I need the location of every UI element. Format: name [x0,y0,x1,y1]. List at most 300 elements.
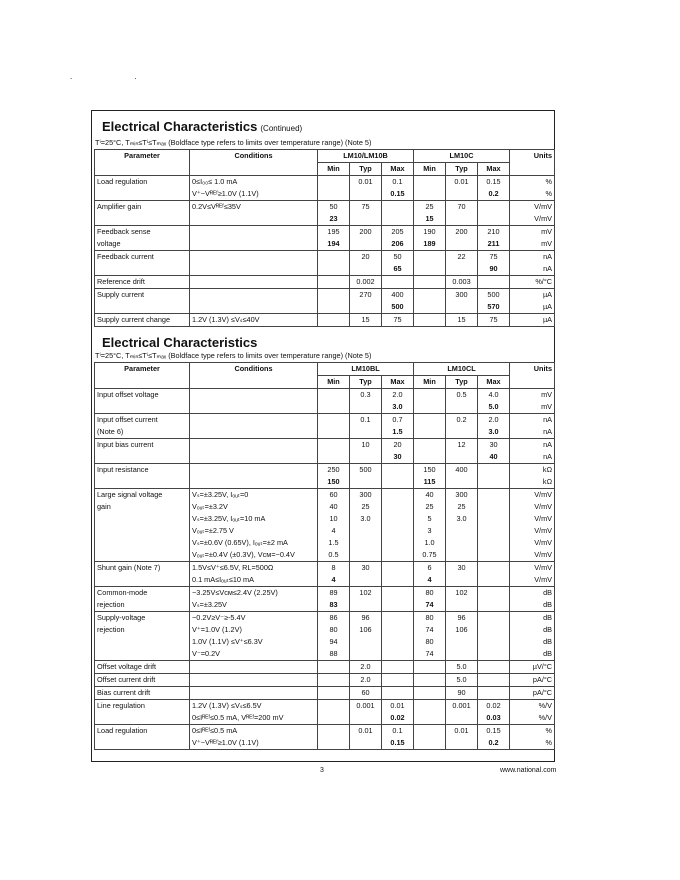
units-cell [510,439,555,464]
footer-url: www.national.com [500,767,557,774]
conditions-cell [190,562,318,587]
unit-line: mV [541,227,553,236]
value-cell [414,687,446,700]
units-cell [510,612,555,661]
value-cell [414,725,446,750]
subheader-min: Min [414,163,446,176]
value-cell [446,700,478,725]
value-cell [350,687,382,700]
value-line: 15 [457,315,466,324]
table-row [95,587,555,612]
unit-line: % [545,177,553,186]
value-cell [318,176,350,201]
conditions-cell [190,289,318,314]
table-row [95,489,555,562]
table-row [95,612,555,661]
value-cell [350,700,382,725]
subheader-min: Min [318,376,350,389]
unit-line: V/mV [534,490,553,499]
value-cell [414,587,446,612]
value-cell [446,289,478,314]
value-cell [414,314,446,327]
unit-line: nA [543,427,553,436]
unit-line: V/mV [534,538,553,547]
value-line: 0.01 [454,177,469,186]
value-cell [318,201,350,226]
value-line: 500 [359,465,372,474]
datasheet-frame [91,110,555,762]
value-line: 60 [361,688,370,697]
header-conditions: Conditions [190,363,318,389]
conditions-cell [190,251,318,276]
value-cell [414,176,446,201]
param-cell [95,176,190,201]
param-line: Input resistance [97,465,149,474]
value-cell [350,389,382,414]
value-cell [478,201,510,226]
value-cell [478,464,510,489]
value-line: 150 [327,477,340,486]
value-cell [318,674,350,687]
value-line: 40 [489,452,498,461]
param-line: rejection [97,625,125,634]
units-cell [510,725,555,750]
value-cell [478,587,510,612]
unit-line: µV/°C [532,662,553,671]
unit-line: %/V [538,713,553,722]
units-cell [510,464,555,489]
table-row [95,674,555,687]
value-cell [318,276,350,289]
value-cell [414,674,446,687]
units-cell [510,489,555,562]
condition-line: −3.25V≤Vᴄᴍ≤2.4V (2.25V) [192,588,278,597]
value-cell [414,251,446,276]
value-line: 189 [423,239,436,248]
param-cell [95,414,190,439]
value-line: 30 [457,563,466,572]
value-line: 25 [425,502,434,511]
units-cell [510,674,555,687]
units-cell [510,314,555,327]
param-line: Offset voltage drift [97,662,157,671]
subheader-typ: Typ [446,163,478,176]
value-line: 500 [487,290,500,299]
value-cell [446,176,478,201]
value-cell [318,687,350,700]
value-line: 65 [393,264,402,273]
value-line: 25 [361,502,370,511]
table-row [95,226,555,251]
table-row [95,201,555,226]
unit-line: V/mV [534,550,553,559]
unit-line: V/mV [534,563,553,572]
condition-line: 1.2V (1.3V) ≤Vₛ≤40V [192,315,260,324]
value-line: 70 [457,202,466,211]
value-cell [382,389,414,414]
value-cell [318,314,350,327]
conditions-cell [190,439,318,464]
value-line: 0.03 [486,713,501,722]
unit-line: %/V [538,701,553,710]
unit-line: %/°C [535,277,553,286]
table-row [95,661,555,674]
section-2-subtitle: Tⁱ=25°C, Tₘᵢₙ≤Tⁱ≤Tₘₐₓ (Boldface type refers to limits over temperature range) (Note 5) [95,351,372,360]
value-line: 500 [391,302,404,311]
value-cell [414,661,446,674]
unit-line: V/mV [534,214,553,223]
param-cell [95,314,190,327]
value-cell [350,314,382,327]
unit-line: mV [541,390,553,399]
value-line: 270 [359,290,372,299]
value-line: 3 [427,526,432,535]
value-line: 75 [361,202,370,211]
unit-line: nA [543,252,553,261]
unit-line: nA [543,415,553,424]
conditions-cell [190,314,318,327]
subheader-max: Max [478,163,510,176]
value-line: 50 [329,202,338,211]
condition-line: 1.5V≤V⁺≤6.5V, RL=500Ω [192,563,274,572]
unit-line: pA/°C [532,688,553,697]
value-line: 88 [329,649,338,658]
value-line: 90 [457,688,466,697]
value-cell [478,251,510,276]
param-cell [95,661,190,674]
value-line: 570 [487,302,500,311]
value-line: 40 [425,490,434,499]
subheader-typ: Typ [350,376,382,389]
value-line: 4 [331,526,336,535]
value-line: 5.0 [456,675,467,684]
param-cell [95,251,190,276]
value-cell [478,289,510,314]
condition-line: 0.2V≤Vᴿᴱᶠ≤35V [192,202,241,211]
table-row [95,289,555,314]
value-line: 12 [457,440,466,449]
value-cell [350,414,382,439]
value-line: 102 [455,588,468,597]
param-cell [95,587,190,612]
value-cell [318,661,350,674]
unit-line: µA [542,290,553,299]
subheader-typ: Typ [350,163,382,176]
value-cell [382,687,414,700]
value-cell [350,276,382,289]
unit-line: kΩ [542,477,553,486]
value-cell [446,612,478,661]
value-cell [446,251,478,276]
value-cell [478,687,510,700]
conditions-cell [190,201,318,226]
param-cell [95,289,190,314]
condition-line: 0≤Iᴿᴱᶠ≤0.5 mA [192,726,238,735]
section-2-title: Electrical Characteristics [102,335,258,350]
value-line: 75 [489,315,498,324]
value-line: 0.002 [356,277,375,286]
value-line: 0.01 [454,726,469,735]
value-cell [478,314,510,327]
value-cell [350,661,382,674]
condition-line: Vₛ=±0.6V (0.65V), Iₒᵤₜ=±2 mA [192,538,288,547]
value-cell [318,489,350,562]
value-cell [350,251,382,276]
value-cell [414,700,446,725]
value-cell [318,725,350,750]
param-line: Bias current drift [97,688,151,697]
value-line: 3.0 [456,514,467,523]
value-cell [446,226,478,251]
conditions-cell [190,661,318,674]
electrical-table-2 [94,362,555,750]
condition-line: V⁺−Vᴿᴱᶠ≥1.0V (1.1V) [192,189,259,198]
value-cell [382,201,414,226]
value-cell [318,226,350,251]
param-line: Line regulation [97,701,145,710]
value-line: 3.0 [392,402,403,411]
value-line: 0.001 [356,701,375,710]
value-cell [414,289,446,314]
value-line: 0.5 [456,390,467,399]
value-cell [446,687,478,700]
param-cell [95,612,190,661]
condition-line: Vₛ=±3.25V, Iₒᵤₜ=10 mA [192,514,266,523]
value-line: 30 [393,452,402,461]
value-line: 75 [489,252,498,261]
param-line: rejection [97,600,125,609]
param-cell [95,439,190,464]
conditions-cell [190,226,318,251]
unit-line: dB [543,637,553,646]
conditions-cell [190,389,318,414]
value-line: 200 [455,227,468,236]
param-line: voltage [97,239,121,248]
value-line: 195 [327,227,340,236]
value-line: 60 [329,490,338,499]
value-cell [478,439,510,464]
title-text: Electrical Characteristics [102,119,258,134]
value-line: 3.0 [360,514,371,523]
param-cell [95,700,190,725]
header-group-a: LM10/LM10B [318,150,414,163]
value-cell [414,276,446,289]
value-line: 0.15 [390,189,405,198]
value-line: 190 [423,227,436,236]
value-cell [446,276,478,289]
value-cell [382,700,414,725]
value-line: 106 [455,625,468,634]
value-line: 6 [427,563,432,572]
title-note: (Continued) [260,124,303,133]
value-line: 90 [489,264,498,273]
value-cell [350,201,382,226]
table-row [95,176,555,201]
value-cell [350,464,382,489]
param-line: Amplifier gain [97,202,142,211]
table-row [95,562,555,587]
value-cell [446,725,478,750]
value-cell [318,439,350,464]
value-line: 0.02 [486,701,501,710]
unit-line: nA [543,264,553,273]
subheader-min: Min [414,376,446,389]
unit-line: % [545,738,553,747]
value-cell [382,251,414,276]
value-line: 300 [359,490,372,499]
units-cell [510,176,555,201]
value-line: 1.0 [424,538,435,547]
param-cell [95,725,190,750]
units-cell [510,289,555,314]
value-line: 150 [423,465,436,474]
units-cell [510,587,555,612]
param-line: Feedback sense [97,227,151,236]
value-line: 2.0 [392,390,403,399]
value-line: 80 [425,613,434,622]
value-line: 400 [391,290,404,299]
conditions-cell [190,687,318,700]
value-cell [382,674,414,687]
value-line: 0.01 [390,701,405,710]
value-cell [382,587,414,612]
value-cell [350,587,382,612]
value-line: 10 [329,514,338,523]
param-line: gain [97,502,111,511]
value-line: 0.1 [392,177,403,186]
value-line: 5.0 [456,662,467,671]
subheader-max: Max [382,163,414,176]
value-line: 86 [329,613,338,622]
table-row [95,439,555,464]
table-row [95,414,555,439]
value-line: 80 [329,625,338,634]
value-line: 0.15 [390,738,405,747]
value-cell [318,289,350,314]
subheader-max: Max [382,376,414,389]
condition-line: 0≤Iᴿᴱᶠ≤0.5 mA, Vᴿᴱᶠ=200 mV [192,713,284,722]
value-cell [382,414,414,439]
units-cell [510,201,555,226]
value-cell [350,439,382,464]
conditions-cell [190,489,318,562]
value-cell [478,276,510,289]
value-cell [382,314,414,327]
value-cell [478,661,510,674]
param-line: Input offset voltage [97,390,159,399]
value-cell [414,489,446,562]
param-line: Supply current change [97,315,171,324]
page-number: 3 [320,767,324,774]
value-cell [414,464,446,489]
value-line: 300 [455,290,468,299]
units-cell [510,251,555,276]
param-cell [95,276,190,289]
param-cell [95,489,190,562]
param-cell [95,226,190,251]
param-line: Supply-voltage [97,613,146,622]
value-line: 40 [329,502,338,511]
unit-line: V/mV [534,514,553,523]
unit-line: pA/°C [532,675,553,684]
value-line: 194 [327,239,340,248]
value-cell [478,226,510,251]
value-cell [414,226,446,251]
value-line: 0.01 [358,177,373,186]
value-cell [446,464,478,489]
param-line: Input bias current [97,440,154,449]
param-line: Input offset current [97,415,158,424]
value-cell [446,389,478,414]
value-cell [382,289,414,314]
value-cell [382,176,414,201]
unit-line: mV [541,239,553,248]
param-cell [95,389,190,414]
condition-line: 1.2V (1.3V) ≤Vₛ≤6.5V [192,701,262,710]
units-cell [510,700,555,725]
subheader-typ: Typ [446,376,478,389]
value-line: 10 [361,440,370,449]
value-line: 30 [489,440,498,449]
value-line: 400 [455,465,468,474]
unit-line: dB [543,625,553,634]
unit-line: V/mV [534,502,553,511]
param-cell [95,464,190,489]
condition-line: V⁻=0.2V [192,649,220,658]
value-cell [446,562,478,587]
value-line: 2.0 [360,675,371,684]
header-conditions: Conditions [190,150,318,176]
value-cell [478,612,510,661]
value-line: 30 [361,563,370,572]
value-cell [478,725,510,750]
value-cell [318,562,350,587]
value-line: 0.15 [486,726,501,735]
value-line: 96 [361,613,370,622]
units-cell [510,687,555,700]
unit-line: dB [543,649,553,658]
value-cell [414,612,446,661]
value-cell [446,201,478,226]
value-line: 300 [455,490,468,499]
value-line: 0.2 [488,189,499,198]
value-line: 83 [329,600,338,609]
param-cell [95,674,190,687]
value-line: 20 [361,252,370,261]
conditions-cell [190,674,318,687]
units-cell [510,276,555,289]
condition-line: Vₛ=±3.25V, Iₒᵤₜ=0 [192,490,249,499]
value-cell [350,725,382,750]
value-line: 0.15 [486,177,501,186]
value-line: 1.5 [328,538,339,547]
value-cell [350,489,382,562]
conditions-cell [190,414,318,439]
param-line: Feedback current [97,252,154,261]
param-cell [95,687,190,700]
units-cell [510,661,555,674]
value-cell [478,176,510,201]
param-line: (Note 6) [97,427,124,436]
value-line: 2.0 [488,415,499,424]
value-line: 80 [425,588,434,597]
section-1-subtitle: Tⁱ=25°C, Tₘᵢₙ≤Tⁱ≤Tₘₐₓ (Boldface type refers to limits over temperature range) (Note 5) [95,138,372,147]
value-cell [318,414,350,439]
conditions-cell [190,176,318,201]
unit-line: µA [542,302,553,311]
condition-line: Vₒᵤₜ=±3.2V [192,502,228,511]
unit-line: % [545,189,553,198]
